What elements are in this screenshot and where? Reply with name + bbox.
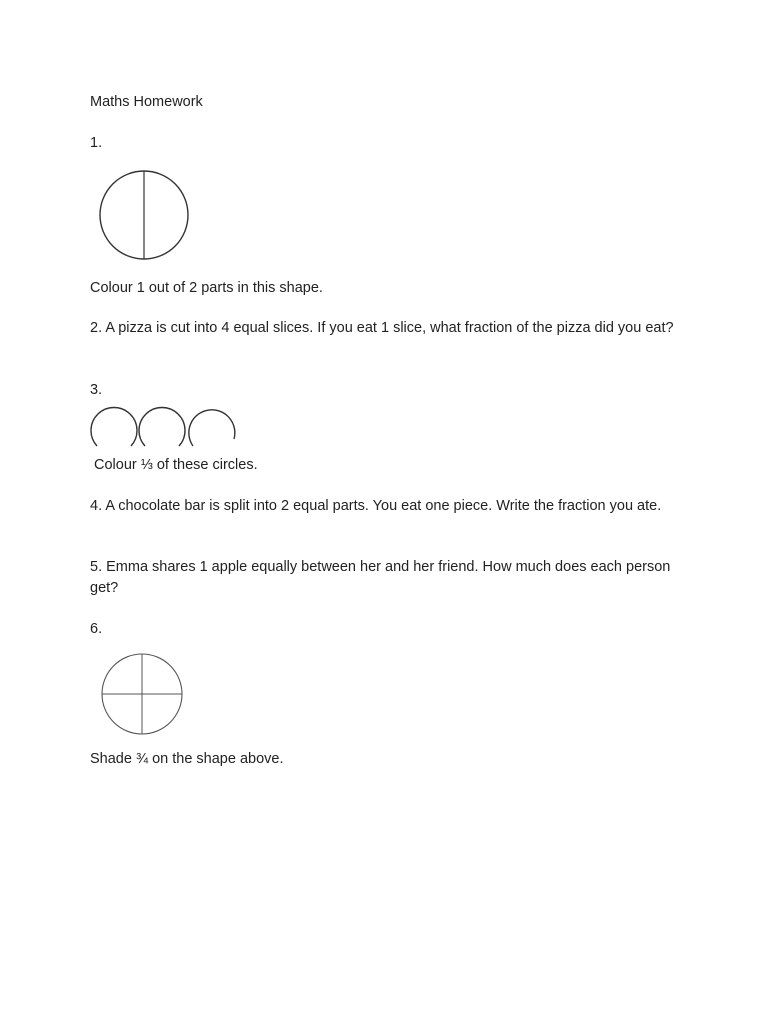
question-1-number: 1. [90,135,103,151]
circle-three [189,410,235,446]
question-6-number: 6. [90,621,103,637]
question-3-instruction: Colour ⅓ of these circles. [94,457,258,473]
circle-one [91,408,137,446]
question-4-text: 4. A chocolate bar is split into 2 equal parts. You eat one piece. Write the fraction you ate. [90,498,662,514]
question-3-number: 3. [90,382,103,398]
three-circles-figure [90,401,238,453]
question-5-text: 5. Emma shares 1 apple equally between her and her friend. How much does each person get? [90,559,671,596]
document-title: Maths Homework [90,94,203,110]
question-6-instruction: Shade ¾ on the shape above. [90,751,284,767]
question-1-instruction: Colour 1 out of 2 parts in this shape. [90,280,323,296]
question-2-text: 2. A pizza is cut into 4 equal slices. If you eat 1 slice, what fraction of the pizza did you eat? [90,320,674,336]
quartered-circle-figure [98,650,188,740]
circle-two [139,408,185,446]
halved-circle-figure [96,168,192,264]
